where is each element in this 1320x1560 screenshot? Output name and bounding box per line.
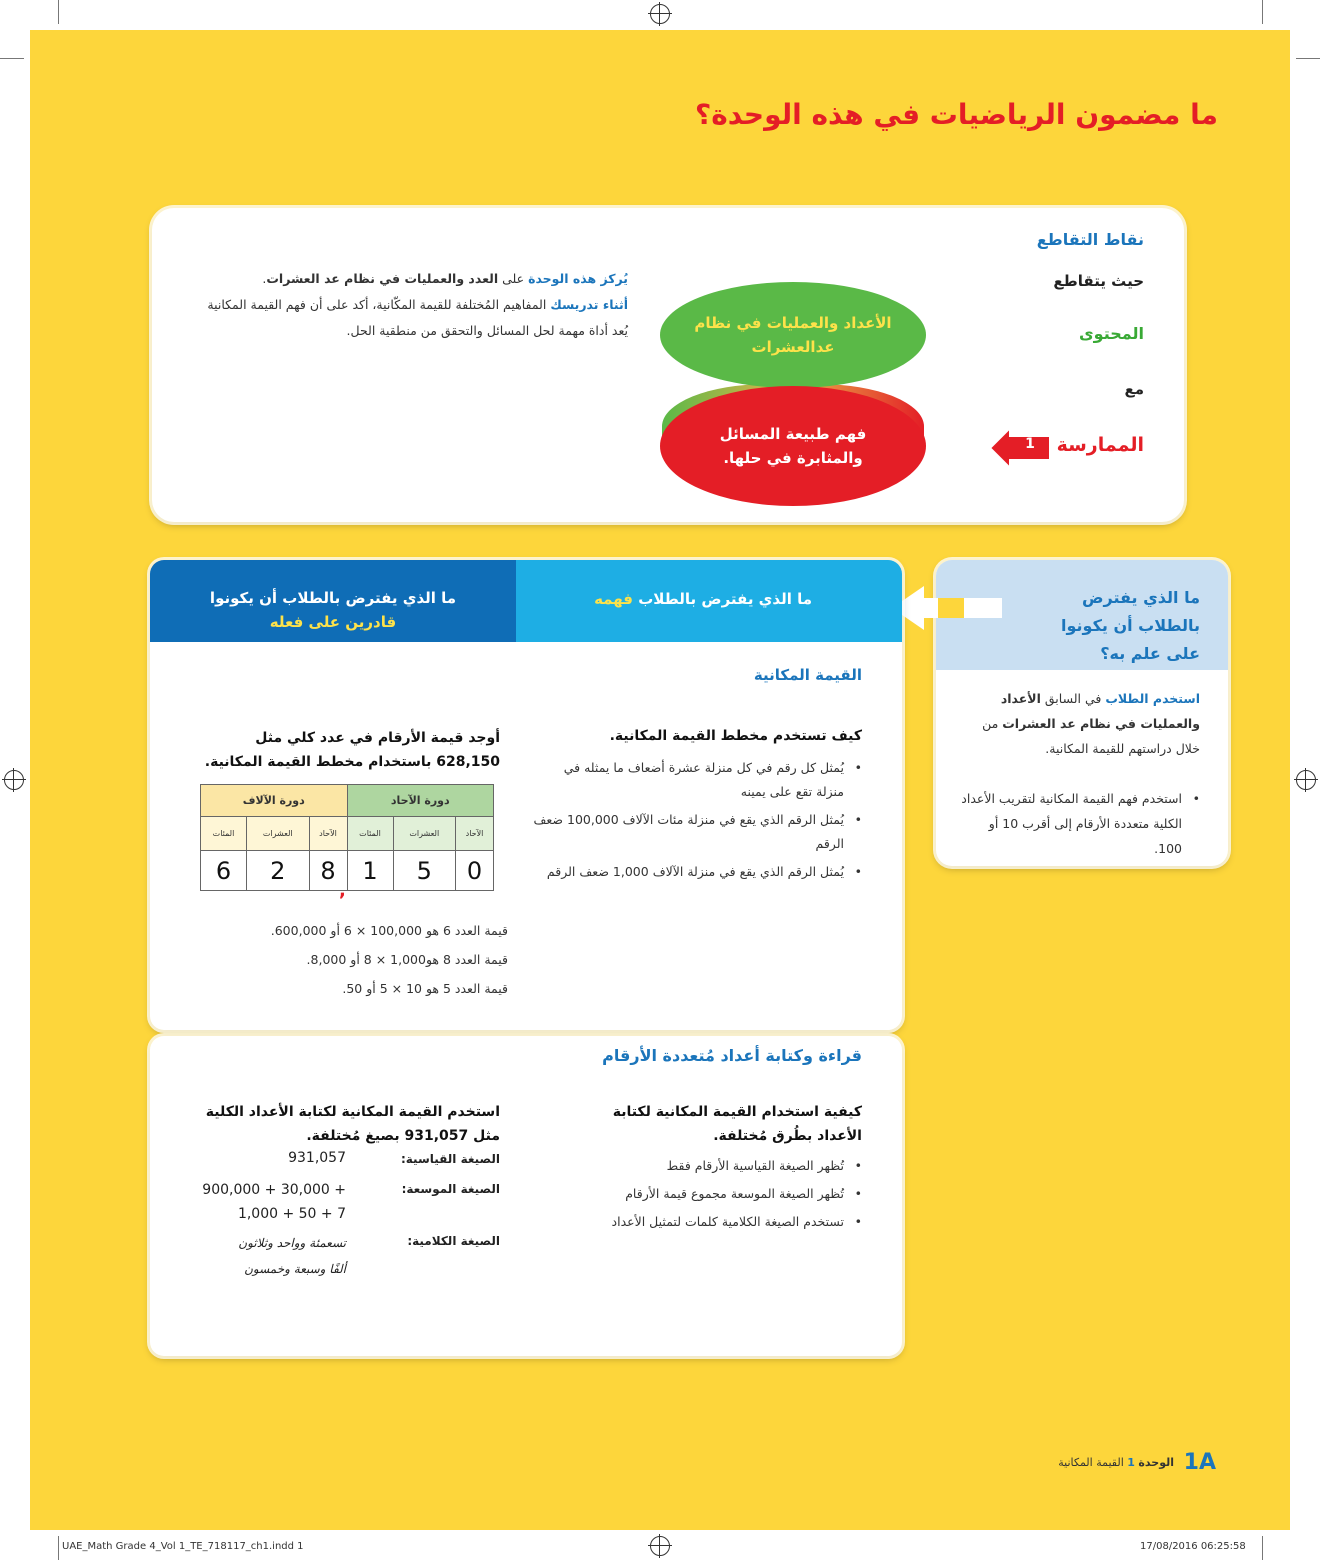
place-label: الآحاد (309, 817, 347, 851)
print-slug-date: 17/08/2016 06:25:58 (1140, 1541, 1246, 1552)
desc-lead-1: يُركز هذه الوحدة (528, 271, 628, 286)
value-line: قيمة العدد 6 هو 100,000 × 6 أو 600,000. (270, 923, 508, 938)
reading-heading: قراءة وكتابة أعداد مُتعددة الأرقام (602, 1046, 862, 1065)
list-item: • تستخدم الصيغة الكلامية كلمات لتمثيل الأعداد (562, 1208, 862, 1236)
where-label: حيث يتقاطع (1053, 272, 1144, 290)
registration-mark-icon (650, 1536, 670, 1556)
standard-form-value: 931,057 (288, 1150, 346, 1166)
prior-mid: في السابق (1040, 691, 1106, 706)
list-item: • يُمثل كل رقم في كل منزلة عشرة أضعاف ما يمثله في منزلة تقع على يمينه (532, 756, 862, 804)
able-line-2: قادرين على فعله (269, 613, 397, 631)
digit-cell: 1 (347, 851, 393, 891)
place-label: العشرات (393, 817, 456, 851)
intersections-description (188, 266, 628, 344)
list-item: • يُمثل الرقم الذي يقع في منزلة مئات الآلاف 100,000 ضعف الرقم (532, 808, 862, 856)
thousands-period-label: دورة الآلاف (201, 785, 348, 817)
crop-mark (1262, 1536, 1263, 1560)
desc-lead-2: أثناء تدريسك (550, 297, 628, 312)
value-line: قيمة العدد 5 هو 10 × 5 أو 50. (342, 981, 508, 996)
content-label: المحتوى (1079, 324, 1144, 343)
digit-cell: 5 (393, 851, 456, 891)
prior-bold: الأعداد والعمليات في نظام عد العشرات (1000, 691, 1200, 731)
ones-period-label: دورة الآحاد (347, 785, 493, 817)
place-value-chart (200, 784, 494, 891)
crop-mark (58, 0, 59, 24)
footer-unit-label: الوحدة (1138, 1456, 1174, 1469)
footer-unit-number: 1 (1127, 1456, 1135, 1469)
desc-end-1: . (262, 271, 267, 286)
expanded-form-label: الصيغة الموسعة: (401, 1182, 500, 1196)
period-comma-icon: , (339, 880, 346, 901)
intersections-heading: نقاط التقاطع (1036, 230, 1144, 249)
desc-text-1: على (498, 271, 529, 286)
able-header-text (150, 586, 516, 634)
list-item: • يُمثل الرقم الذي يقع في منزلة الآلاف 1,000 ضعف الرقم (532, 860, 862, 884)
registration-mark-icon (4, 770, 24, 790)
print-slug-file: UAE_Math Grade 4_Vol 1_TE_718117_ch1.indd 1 (62, 1541, 304, 1552)
word-form-value: تسعمئة وواحد وثلاثون ألفًا وسبعة وخمسون (238, 1236, 346, 1276)
with-label: مع (1124, 380, 1144, 398)
list-item: • تُظهر الصيغة القياسية الأرقام فقط (562, 1152, 862, 1180)
pointer-arrow-icon (890, 584, 1004, 632)
practice-label: الممارسة (1056, 434, 1144, 456)
registration-mark-icon (650, 4, 670, 24)
place-value-bullets (532, 756, 862, 884)
practice-oval: فهم طبيعة المسائل والمثابرة في حلها. (660, 386, 926, 506)
place-label: المئات (201, 817, 247, 851)
place-value-find-title: أوجد قيمة الأرقام في عدد كلي مثل 628,150 باستخدام مخطط القيمة المكانية. (204, 730, 500, 770)
standard-form-label: الصيغة القياسية: (400, 1152, 500, 1166)
list-item: • تُظهر الصيغة الموسعة مجموع قيمة الأرقام (562, 1180, 862, 1208)
reading-writing-card (150, 1036, 902, 1356)
understand-highlight: فهمه (594, 590, 633, 608)
practice-number: 1 (1025, 436, 1035, 452)
place-value-card (150, 560, 902, 1030)
reading-bullets (562, 1152, 862, 1236)
word-form-label: الصيغة الكلامية: (407, 1234, 500, 1248)
page-title: ما مضمون الرياضيات في هذه الوحدة؟ (694, 98, 1218, 131)
intersections-card (152, 208, 1184, 522)
value-line: قيمة العدد 8 هو1,000 × 8 أو 8,000. (306, 952, 508, 967)
prior-lead: استخدم الطلاب (1105, 691, 1200, 706)
place-value-heading: القيمة المكانية (753, 666, 862, 684)
understand-header-text (594, 590, 812, 608)
crop-mark (1296, 58, 1320, 59)
reading-use-title: استخدم القيمة المكانية لكتابة الأعداد الكلية مثل 931,057 بصيغ مُختلفة. (205, 1104, 500, 1144)
desc-bold-1: العدد والعمليات في نظام عد العشرات (266, 271, 499, 286)
content-oval: الأعداد والعمليات في نظام عدالعشرات (660, 282, 926, 388)
registration-mark-icon (1296, 770, 1316, 790)
footer-unit-title: القيمة المكانية (1058, 1456, 1124, 1469)
place-label: الآحاد (456, 817, 494, 851)
prior-title: ما الذي يفترض بالطلاب أن يكونوا على علم به؟ (1061, 588, 1200, 663)
expanded-form-value (170, 1178, 346, 1226)
prior-end: من خلال دراستهم للقيمة المكانية. (982, 716, 1200, 756)
able-line-1: ما الذي يفترض بالطلاب أن يكونوا (209, 589, 457, 607)
prior-paragraph (960, 686, 1200, 761)
digit-cell: 6 (201, 851, 247, 891)
crop-mark (0, 58, 24, 59)
crop-mark (58, 1536, 59, 1560)
place-value-how-title: كيف تستخدم مخطط القيمة المكانية. (609, 728, 862, 744)
understand-prefix: ما الذي يفترض بالطلاب (632, 590, 812, 608)
footer-unit-info (1058, 1456, 1174, 1469)
place-label: العشرات (247, 817, 310, 851)
digit-cell: 0 (456, 851, 494, 891)
reading-how-title: كيفية استخدام القيمة المكانية لكتابة الأعداد بطُرق مُختلفة. (612, 1104, 862, 1144)
crop-mark (1262, 0, 1263, 24)
desc-text-2: المفاهيم المُختلفة للقيمة المكّانية، أكد على أن فهم القيمة المكانية يُعد أداة مهمة لحل المسائل والتحقق من منطقية الحل. (207, 297, 628, 338)
place-label: المئات (347, 817, 393, 851)
expanded-line-2: 1,000 + 50 + 7 (237, 1206, 346, 1222)
digit-cell: 8 (309, 851, 347, 891)
digit-cell: 2 (247, 851, 310, 891)
place-value-results (218, 916, 508, 1003)
expanded-line-1: 900,000 + 30,000 + (202, 1182, 346, 1198)
prior-bullet: • استخدم فهم القيمة المكانية لتقريب الأعداد الكلية متعددة الأرقام إلى أقرب 10 أو 100. (960, 786, 1200, 861)
page-number: 1A (1183, 1450, 1216, 1475)
